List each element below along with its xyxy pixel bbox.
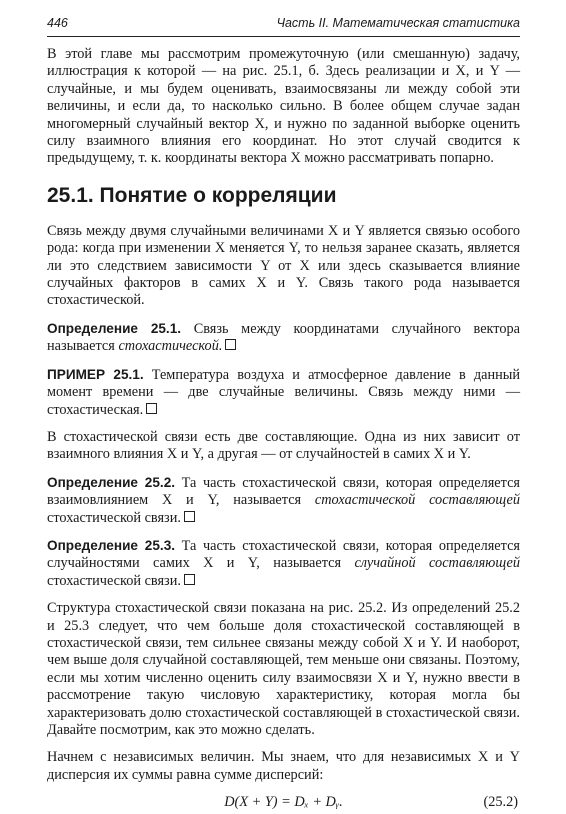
running-title: Часть II. Математическая статистика [276,16,520,30]
definition-25-2 [47,474,520,527]
end-of-definition-box-icon [225,339,236,350]
end-of-definition-box-icon [184,574,195,585]
definition-term: стохастической составляющей [314,492,521,509]
definition-25-3 [47,537,520,590]
example-text: Температура воздуха и атмосферное давление в данный момент времени — две случайные величины. Связь между ними — стохастическая. [47,366,521,418]
definition-label: Определение 25.2. [47,474,176,490]
definition-25-1 [47,320,520,356]
paragraph-stochastic-link: Связь между двумя случайными величинами X и Y является связью особого рода: когда при изменении X меняется Y, то нельзя заранее сказать, является ли это следствием зависимости Y от X или здесь сказывается влияние случайных факторов в самих X и Y. Связь такого рода называется стохастической. [47,222,520,309]
section-heading: 25.1. Понятие о корреляции [47,183,337,207]
paragraph-independent: Начнем с независимых величин. Мы знаем, что для независимых X и Y дисперсия их суммы равна сумме дисперсий: [47,749,520,783]
definition-text: Та часть стохастической связи, которая определяется взаимовлиянием X и Y, называется [47,474,520,509]
end-of-definition-box-icon [184,511,195,522]
definition-tail: стохастической связи. [47,572,181,589]
formula-25-2 [47,792,520,814]
end-of-example-box-icon [146,403,157,414]
paragraph-two-components: В стохастической связи есть две составляющие. Одна из них зависит от взаимного влияния X и Y, а другая — от случайностей в самих X и Y. [47,428,520,463]
definition-tail: стохастической связи. [47,509,181,526]
definition-text: Та часть стохастической связи, которая определяется случайностями самих X и Y, называется [47,537,520,572]
definition-label: Определение 25.1. [47,320,182,336]
example-25-1 [47,366,520,419]
formula-expression: D(X + Y) = Dₓ + Dᵧ. [224,794,343,811]
page-body [47,46,520,814]
page-header [47,14,520,37]
formula-number: (25.2) [483,794,518,811]
definition-term: случайной составляющей [354,555,521,572]
example-label: ПРИМЕР 25.1. [47,366,144,382]
page-number: 446 [47,16,68,30]
definition-text: Связь между координатами случайного вектора называется [47,320,521,355]
paragraph-structure: Структура стохастической связи показана на рис. 25.2. Из определений 25.2 и 25.3 следует, что чем больше доля стохастической составляющей в стохастической связи, тем сильнее связаны между собой X и Y. И наоборот, чем выше доля случайной составляющей, тем меньше они связаны. Поэтому, если мы хотим численно оценить силу взаимосвязи X и Y, нужно ввести в рассмотрение такую числовую характеристику, которая могла бы характеризовать долю стохастической составляющей в стохастической связи. Давайте посмотрим, как это можно сделать. [47,600,520,738]
intro-paragraph: В этой главе мы рассмотрим промежуточную (или смешанную) задачу, иллюстрация к которой — на рис. 25.1, б. Здесь реализации и X, и Y — случайные, и мы будем оценивать, взаимосвязаны ли между собой эти величины, и если да, то насколько сильно. В более общем случае задан многомерный случайный вектор X, и нужно по заданной выборке оценить силу взаимного влияния его координат. Но этот случай сводится к предыдущему, т. к. координаты вектора X можно рассматривать попарно. [47,46,520,167]
definition-label: Определение 25.3. [47,537,176,553]
definition-term: стохастической. [118,338,223,355]
